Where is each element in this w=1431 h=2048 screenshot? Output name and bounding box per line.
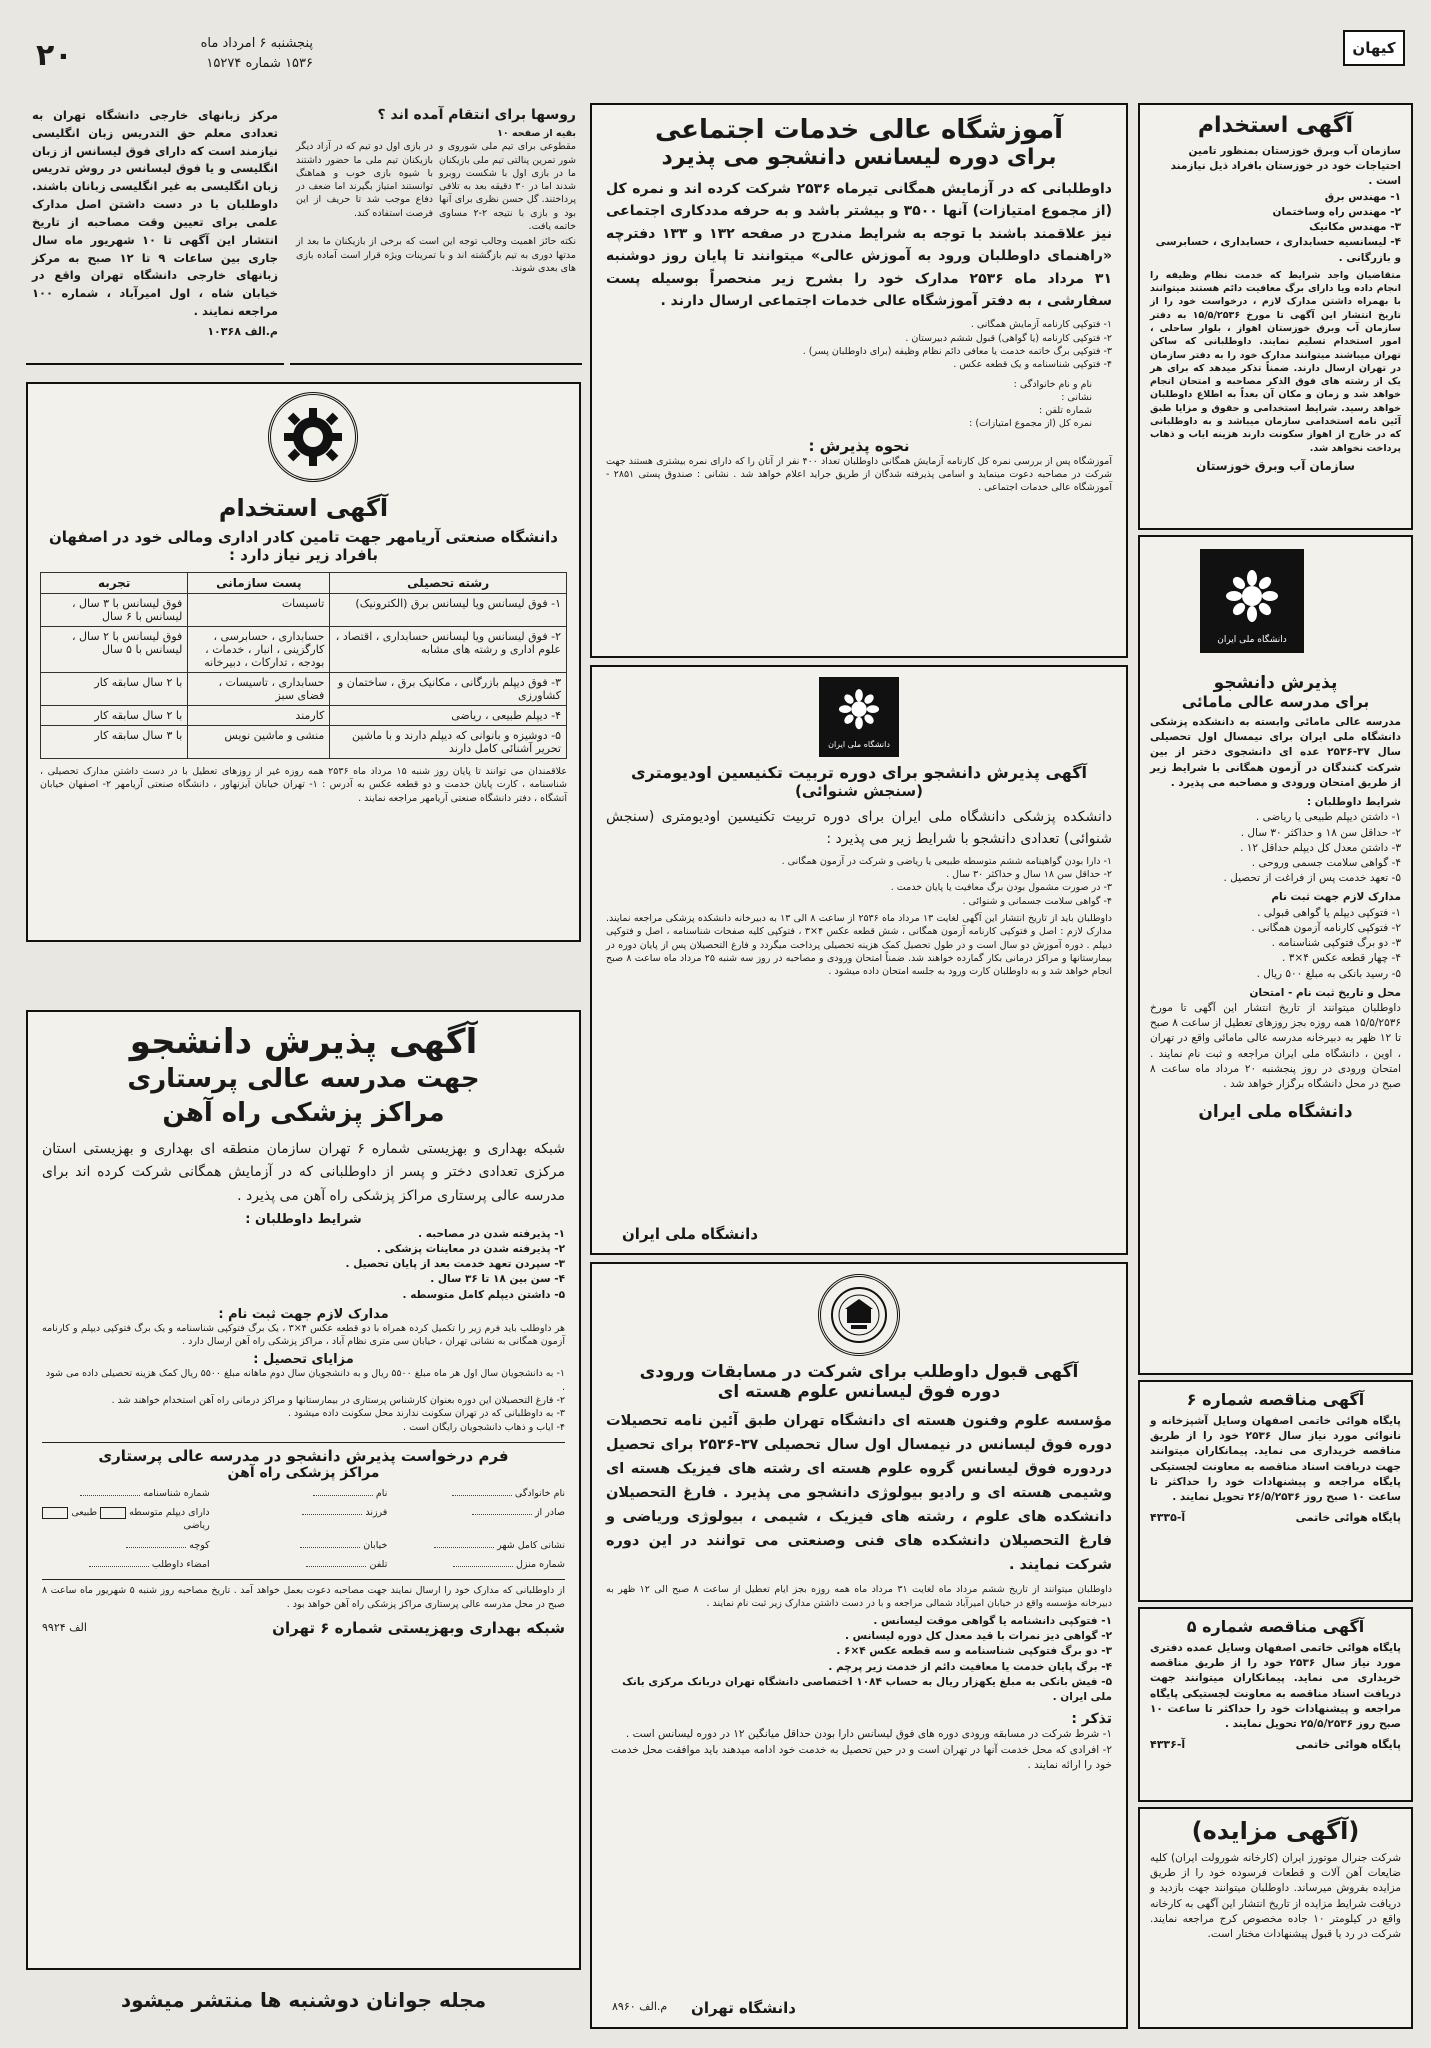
form-field-issued-at[interactable]: صادر از <box>397 1506 565 1533</box>
list-item: ۳- در صورت مشمول بودن برگ معافیت یا پایان خدمت . <box>890 882 1112 894</box>
ad-code: الف ۹۹۲۴ <box>42 1621 87 1635</box>
ad-intro: سازمان آب وبرق خوزستان بمنظور تامین احتیاجات خود در خوزستان بافراد ذیل نیازمند است . <box>1170 145 1401 188</box>
table-row <box>41 594 567 627</box>
section-heading: شرایط داوطلبان : <box>1306 796 1401 809</box>
ad-midwifery-admission <box>1138 535 1413 1375</box>
list-item: ۵- تعهد خدمت پس از فراغت از تحصیل . <box>1223 872 1401 885</box>
ad-intro: مدرسه عالی مامائی وابسته به دانشکده پزشکی دانشگاه ملی ایران برای نیمسال اول تحصیلی سال ۳۷-۲۵۳۶ عده ای دانشجوی دختر از بین شرکت کنندگان در آزمون همگانی با شرایط زیر از طریق امتحان ورودی و مصاحبه می پذیرد . <box>1150 716 1401 789</box>
ad-nuclear-science-admission <box>590 1262 1128 2029</box>
list-item: ۲- فتوکپی کارنامه آزمون همگانی . <box>1251 921 1401 934</box>
list-item: ۳- مهندس مکانیک <box>1309 221 1401 234</box>
list-item: ۱- فتوکپی دیپلم یا گواهی قبولی . <box>1257 906 1401 919</box>
list-item: ۲- فتوکپی کارنامه (یا گواهی) قبول ششم دبیرستان . <box>905 332 1112 344</box>
table-row <box>41 706 567 726</box>
issue-date: پنجشنبه ۶ امرداد ماه <box>200 36 313 51</box>
ad-note: از داوطلبانی که مدارک خود را ارسال نمایند جهت مصاحبه دعوت بعمل خواهد آمد . تاریخ مصاحبه روز شنبه ۵ شهریور ماه ساعت ۸ صبح در محل مدرسه عالی پرستاری مراکز پزشکی راه آهن خواهد بود . <box>42 1585 565 1610</box>
form-field-parent[interactable]: فرزند <box>220 1506 388 1533</box>
table-cell: ۲- فوق لیسانس ویا لیسانس حسابداری ، اقتصاد ، علوم اداری و رشته های مشابه <box>330 627 567 673</box>
aryamehr-logo <box>268 392 358 482</box>
ad-khuzestan-hiring <box>1138 103 1413 530</box>
ad-body: هر داوطلب باید فرم زیر را تکمیل کرده همراه با دو قطعه عکس ۴×۳ ، یک برگ فتوکپی شناسنامه و یک برگ فتوکپی دیپلم و کارنامه آزمون همگانی به نشانی تهران ، خیابان سی متری نظام آباد ، مراکز پزشکی راه آهن ارسال دارد . <box>42 1322 565 1348</box>
list-item: ۳- دو برگ فتوکپی شناسنامه و سه قطعه عکس ۴×۶ . <box>836 1645 1112 1658</box>
table-cell: کارمند <box>188 706 330 726</box>
paper-logo: کیهان <box>1343 30 1405 66</box>
form-field-alley[interactable]: کوچه <box>42 1539 210 1552</box>
table-cell: حسابداری ، تاسیسات ، فضای سبز <box>188 673 330 706</box>
form-field-first-name[interactable]: نام <box>220 1487 388 1500</box>
ad-intro: دانشگاه صنعتی آریامهر جهت تامین کادر اداری ومالی خود در اصفهان بافراد زیر نیاز دارد : <box>49 528 558 564</box>
column-header: رشته تحصیلی <box>330 573 567 594</box>
ad-aryamehr-hiring <box>26 382 581 942</box>
list-item: ۴- گواهی سلامت جسمانی و شنوائی . <box>962 895 1112 907</box>
ad-title: آگهی قبول داوطلب برای شرکت در مسابقات ورودی <box>639 1362 1079 1382</box>
ad-body: مرکز زبانهای خارجی دانشگاه تهران به تعدادی معلم حق التدریس زبان انگلیسی نیازمند است که دارای فوق لیسانس از زبان انگلیسی و یا فوق لیسانس در روش تدریس زبان انگلیسی به غیر انگلیسی زبانان باشند. داوطلبان با در دست داشتن اصل مدارک علمی برای تعیین وقت مصاحبه از تاریخ انتشار این آگهی تا ۱۰ شهریور ماه سال جاری بین ساعات ۹ تا ۱۲ صبح به مرکز زبانهای خارجی دانشگاه تهران واقع در خیابان شاه ، اول امیرآباد ، شماره ۱۰۰ مراجعه نمایند . <box>32 108 278 318</box>
ad-signature: شبکه بهداری وبهزیستی شماره ۶ تهران <box>272 1618 565 1637</box>
form-field-label: نمره کل (از مجموع امتیازات) : <box>969 418 1092 430</box>
section-heading: محل و تاریخ ثبت نام - امتحان <box>1249 986 1401 999</box>
ad-title: آگهی مناقصه شماره ۵ <box>1186 1617 1365 1636</box>
ad-title: آگهی مناقصه شماره ۶ <box>1186 1390 1365 1409</box>
ad-intro: شبکه بهداری و بهزیستی شماره ۶ تهران سازمان منطقه ای بهداری و بهزیستی استان مرکزی تعدادی دختر و پسر از داوطلبانی که در آزمایش همگانی شرکت کرده اند برای مدرسه عالی پرستاری مراکز پزشکی راه آهن می پذیرد . <box>42 1141 565 1204</box>
table-row <box>41 726 567 759</box>
table-cell: تاسیسات <box>188 594 330 627</box>
ad-title: آگهی استخدام <box>218 494 389 522</box>
list-item: ۲- حداقل سن ۱۸ سال و حداکثر ۳۰ سال . <box>946 869 1112 881</box>
section-heading: مدارک لازم جهت ثبت نام <box>1271 891 1401 904</box>
form-field-label: نشانی : <box>1061 391 1092 403</box>
ad-title: آگهی پذیرش دانشجو <box>129 1022 478 1062</box>
table-cell: با ۲ سال سابقه کار <box>41 673 188 706</box>
footer-banner-left: مجله جوانان دوشنبه ها منتشر میشود <box>120 1988 487 2012</box>
gear-emblem-icon <box>280 404 346 470</box>
list-item: ۵- رسید بانکی به مبلغ ۵۰۰ ریال . <box>1256 967 1401 980</box>
list-item: ۵- داشتن دیپلم کامل متوسطه . <box>402 1288 565 1301</box>
table-cell: فوق لیسانس با ۳ سال ، لیسانس با ۶ سال <box>41 594 188 627</box>
list-item: ۴- لیسانسیه حسابداری ، حسابداری ، حسابرسی و بازرگانی . <box>1155 236 1401 264</box>
page-number: ۲۰ <box>36 38 73 73</box>
positions-table <box>40 572 567 759</box>
column-header: تجربه <box>41 573 188 594</box>
ad-subtitle: برای مدرسه عالی مامائی <box>1181 693 1370 711</box>
ad-signature: پایگاه هوائی خاتمی <box>1295 1738 1401 1752</box>
seal-icon <box>829 1285 889 1345</box>
ad-signature: سازمان آب وبرق خوزستان <box>1196 458 1355 473</box>
ad-subtitle: (سنجش شنوائی) <box>794 782 924 800</box>
ad-subtitle: دوره فوق لیسانس علوم هسته ای <box>717 1382 1001 1402</box>
section-heading: تذکر : <box>1071 1711 1112 1728</box>
table-cell: منشی و ماشین نویس <box>188 726 330 759</box>
ad-body: پایگاه هوائی خاتمی اصفهان وسایل آشپزخانه و نانوائی مورد نیاز سال ۲۵۳۶ خود را از طریق مناقصه خریداری می نماید. پیمانکاران میتوانند جهت دریافت اسناد مناقصه به معاونت لجستیکی پایگاه مراجعه و پیشنهادات خود را حداکثر تا ساعت ۱۰ صبح روز ۲۶/۵/۲۵۳۶ تحویل نمایند . <box>1150 1415 1402 1504</box>
list-item: ۴- فتوکپی شناسنامه و یک قطعه عکس . <box>953 359 1112 371</box>
ad-signature: دانشگاه تهران <box>691 1999 796 2017</box>
ad-audiometry-admission <box>590 665 1128 1255</box>
ad-language-center <box>26 103 284 365</box>
form-field-label: نام و نام خانوادگی : <box>1013 378 1092 390</box>
ad-body: داوطلبان میتوانند از تاریخ ششم مرداد ماه لغایت ۳۱ مرداد ماه همه روزه بجز ایام تعطیل از ساعت ۸ صبح الی ۱۲ ظهر به دبیرخانه مؤسسه واقع در خیابان امیرآباد شمالی مراجعه و با در دست داشتن مدارک زیر ثبت نام نمایند . <box>606 1584 1112 1609</box>
ad-title: پذیرش دانشجو <box>1213 673 1338 693</box>
section-heading: مدارک لازم جهت ثبت نام : <box>218 1306 389 1322</box>
article-column: مقطوعی برای تیم ملی شوروی و شور تمرین پنالتی تیم ملی بازیکنان ما در بازی اول با شکست روبرو شدند اما در ۳۰ دقیقه بعد به تلافی پرداختند. گل حسن نظری برای آنها بود و بازی با نتیجه ۲-۲ مساوی خاتمه یافت. <box>439 141 577 233</box>
list-item: ۳- دو برگ فتوکپی شناسنامه . <box>1271 937 1401 950</box>
form-field-label: شماره تلفن : <box>1039 405 1092 417</box>
university-logo <box>819 677 899 757</box>
ad-body: شرکت جنرال موتورز ایران (کارخانه شورولت ایران) کلیه ضایعات آهن آلات و قطعات فرسوده خود را از طریق مزایده بفروش میرساند. داوطلبان میتوانند جهت بازدید و دریافت شرایط مزایده از تاریخ انتشار این آگهی به کارخانه واقع در کیلومتر ۱۰ جاده مخصوص کرج مراجعه نمایند. شرکت در رد یا قبول پیشنهادات مختار است. <box>1150 1852 1401 1941</box>
section-heading: مزایای تحصیل : <box>253 1352 354 1368</box>
list-item: ۱- به دانشجویان سال اول هر ماه مبلغ ۵۵۰۰ ریال و به دانشجویان سال دوم ماهانه مبلغ ۵۵۰۰ ریال کمک هزینه تحصیلی داده می شود . <box>45 1368 565 1393</box>
table-cell: فوق لیسانس با ۲ سال ، لیسانس با ۵ سال <box>41 627 188 673</box>
form-field-signature[interactable]: امضاء داوطلب <box>42 1558 210 1571</box>
table-cell: ۵- دوشیزه و بانوانی که دیپلم دارند و با ماشین تحریر آشنائی کامل دارند <box>330 726 567 759</box>
list-item: ۴- چهار قطعه عکس ۴×۳ . <box>1282 952 1401 965</box>
table-cell: ۴- دیپلم طبیعی ، ریاضی <box>330 706 567 726</box>
list-item: ۵- فیش بانکی به مبلغ یکهزار ریال به حساب ۱۰۸۴ اختصاصی دانشگاه تهران دربانک مرکزی بانک ملی ایران . <box>622 1675 1112 1704</box>
ad-signature: دانشگاه ملی ایران <box>1198 1102 1353 1123</box>
list-item: ۱- دارا بودن گواهینامه ششم متوسطه طبیعی یا ریاضی و شرکت در آزمون همگانی . <box>781 855 1112 867</box>
issue-number: ۱۵۳۶ شماره ۱۵۲۷۴ <box>206 56 313 71</box>
table-row <box>41 627 567 673</box>
ad-subtitle: جهت مدرسه عالی پرستاری <box>127 1063 480 1094</box>
logo-caption: دانشگاه ملی ایران <box>1217 635 1287 645</box>
table-cell: با ۲ سال سابقه کار <box>41 706 188 726</box>
article-column: در بازی اول دو تیم که در آزاد دیگر بازیکنان تیم ملی ما حضور داشتند با شیوه بازی خوب و هماهنگ توانستند امتیاز بگیرند اما ضعف در دفاع موجب شد تا حریف از این فرصت استفاده کند. <box>296 141 433 219</box>
university-of-tehran-seal <box>818 1274 900 1356</box>
article-continued: بقیه از صفحه ۱۰ <box>497 128 576 139</box>
form-field-street[interactable]: خیابان <box>220 1539 388 1552</box>
ad-signature: دانشگاه ملی ایران <box>622 1225 759 1243</box>
table-cell: ۱- فوق لیسانس ویا لیسانس برق (الکترونیک) <box>330 594 567 627</box>
list-item: ۱- فتوکپی دانشنامه یا گواهی موقت لیسانس . <box>873 1615 1112 1628</box>
logo-caption: دانشگاه ملی ایران <box>828 739 890 749</box>
form-field-last-name[interactable]: نام خانوادگی <box>397 1487 565 1500</box>
list-item: ۴- ایاب و ذهاب دانشجویان رایگان است . <box>403 1421 565 1433</box>
section-heading: نحوه پذیرش : <box>808 436 910 455</box>
ad-intro: داوطلبانی که در آزمایش همگانی تیرماه ۲۵۳۶ شرکت کرده اند و نمره کل (از مجموع امتیازات) آنها ۳۵۰۰ و بیشتر باشد و به حرفه مددکاری اجتماعی نیز علاقمند باشند با توجه به شرایط مندرج در صفحه ۱۳۲ و ۱۳۳ دفترچه «راهنمای داوطلبان ورود به آموزش عالی» میتوانند تا پایان روز دوشنبه ۳۱ مرداد ماه ۲۵۳۶ مدارک خود را بشرح زیر منحصراً بوسیله پست سفارشی ، به دفتر آموزشگاه عالی خدمات اجتماعی ارسال دارند . <box>606 181 1113 309</box>
list-item: ۴- گواهی سلامت جسمی وروحی . <box>1251 856 1401 869</box>
table-row <box>41 673 567 706</box>
form-field-house-no[interactable]: شماره منزل <box>397 1558 565 1571</box>
ad-body: داوطلبان میتوانند از تاریخ انتشار این آگهی تا مورخ ۱۵/۵/۲۵۳۶ همه روزه بجز روزهای تعطیل از ساعت ۸ صبح تا ۱۲ ظهر به دبیرخانه مدرسه عالی مامائی واقع در تهران ، اوین ، دانشگاه ملی ایران مراجعه و ثبت نام نمایند . امتحان ورودی در روز پنجشنبه ۲۰ مرداد ماه ساعت ۸ صبح در محل دانشگاه برگزار خواهد شد . <box>1150 1001 1401 1091</box>
list-item: ۲- افرادی که محل خدمت آنها در تهران است و در حین تحصیل به خدمت خود ادامه میدهند باید موافقت محل خدمت خود را ارائه نمایند . <box>610 1743 1112 1771</box>
ad-title: آگهی استخدام <box>1197 113 1354 138</box>
list-item: ۳- داشتن معدل کل دیپلم حداقل ۱۲ . <box>1240 841 1401 854</box>
list-item: ۱- فتوکپی کارنامه آزمایش همگانی . <box>970 319 1112 331</box>
ad-title: (آگهی مزایده) <box>1191 1817 1360 1845</box>
checkbox-natural[interactable] <box>100 1507 126 1519</box>
news-article-russia <box>290 103 582 365</box>
form-field-diploma[interactable]: دارای دیپلم متوسطه طبیعی ریاضی <box>42 1506 210 1533</box>
list-item: ۳- فتوکپی برگ خاتمه خدمت یا معافی دائم نظام وظیفه (برای داوطلبان پسر) . <box>802 345 1112 357</box>
table-cell: با ۳ سال سابقه کار <box>41 726 188 759</box>
ad-subtitle: مراکز پزشکی راه آهن <box>162 1097 445 1128</box>
list-item: ۲- حداقل سن ۱۸ و حداکثر ۳۰ سال . <box>1240 826 1401 839</box>
ad-body: علاقمندان می توانند تا پایان روز شنبه ۱۵ مرداد ماه ۲۵۳۶ همه روزه غیر از روزهای تعطیل با در دست داشتن مدارک تحصیلی ، شناسنامه ، کارت پایان خدمت و دو قطعه عکس به آدرس : ۱- تهران خیابان آیزنهاور ، دانشگاه صنعتی آریامهر ۲- اصفهان خیابان آتشگاه ، دفتر دانشگاه صنعتی آریامهر مراجعه نمایند . <box>40 766 568 804</box>
masthead <box>18 26 1413 92</box>
ad-tender-6 <box>1138 1380 1413 1602</box>
ad-body: پایگاه هوائی خاتمی اصفهان وسایل عمده دفتری مورد نیاز سال ۲۵۳۶ خود را از طریق مناقصه خریداری می نماید. پیمانکاران میتوانند جهت دریافت اسناد مناقصه به معاونت لجستیکی پایگاه مراجعه و پیشنهادات خود را حداکثر تا ساعت ۱۰ صبح روز ۲۵/۵/۲۵۳۶ تحویل نمایند . <box>1150 1642 1401 1731</box>
list-item: ۳- سپردن تعهد خدمت بعد از پایان تحصیل . <box>345 1258 565 1271</box>
ad-code: م.الف ۸۹۶۰ <box>612 2000 668 2013</box>
ad-title: آگهی پذیرش دانشجو برای دوره تربیت تکنیسین اودیومتری <box>630 763 1088 782</box>
flower-emblem-icon <box>1217 566 1287 636</box>
table-cell: ۳- فوق دیپلم بازرگانی ، مکانیک برق ، ساختمان و کشاورزی <box>330 673 567 706</box>
flower-emblem-icon <box>832 686 886 740</box>
list-item: ۳- به داوطلبانی که در تهران سکونت ندارند محل سکونت داده میشود . <box>287 1408 565 1420</box>
checkbox-math[interactable] <box>42 1507 68 1519</box>
ad-social-services <box>590 103 1128 658</box>
ad-code: آ-۴۳۳۶ <box>1150 1738 1186 1752</box>
list-item: ۴- برگ پایان خدمت یا معافیت دائم از خدمت زیر پرچم . <box>828 1660 1112 1673</box>
ad-tender-5 <box>1138 1607 1413 1802</box>
form-title: فرم درخواست پذیرش دانشجو در مدرسه عالی پرستاری <box>98 1446 509 1465</box>
ad-subtitle: برای دوره لیسانس دانشجو می پذیرد <box>661 145 1057 170</box>
ad-body: داوطلبان باید از تاریخ انتشار این آگهی لغایت ۱۳ مرداد ماه ۲۵۳۶ از ساعت ۸ الی ۱۳ به دبیرخانه دانشکده پزشکی مراجعه نمایند. مدارک لازم : اصل و فتوکپی کارنامه آزمون همگانی ، شش قطعه عکس ۴×۳ ، فتوکپی کلیه صفحات شناسنامه ، اصل و فتوکپی دیپلم . دوره آموزش دو سال است و در طول تحصیل کمک هزینه تحصیلی پرداخت میگردد و فارغ التحصیلان پس از پایان دوره در بیمارستانها و مراکز درمانی بکار گمارده خواهند شد. ضمناً امتحان ورودی و مصاحبه در روز سه شنبه ۲۵ مرداد ماه ساعت ۸ صبح انجام خواهد شد و به داوطلبان کارت ورود به جلسه امتحان داده میشود . <box>606 912 1113 978</box>
list-item: ۱- مهندس برق <box>1324 190 1401 203</box>
section-heading: شرایط داوطلبان : <box>245 1211 362 1227</box>
column-header: پست سازمانی <box>188 573 330 594</box>
form-field-id-number[interactable]: شماره شناسنامه <box>42 1487 210 1500</box>
list-item: ۴- سن بین ۱۸ تا ۳۶ سال . <box>430 1273 565 1286</box>
application-form <box>42 1487 565 1571</box>
table-cell: حسابداری ، حسابرسی ، کارگزینی ، انبار ، خدمات ، بودجه ، تدارکات ، دبیرخانه <box>188 627 330 673</box>
list-item: ۱- شرط شرکت در مسابقه ورودی دوره های فوق لیسانس دارا بودن حداقل میانگین ۱۲ در دوره لیسانس است . <box>625 1728 1112 1741</box>
list-item: ۲- فارغ التحصیلان این دوره بعنوان کارشناس پرستاری در بیمارستانها و مراکز درمانی راه آهن استخدام خواهند شد . <box>111 1394 565 1406</box>
list-item: ۲- گواهی دیز نمرات با قید معدل کل دوره لیسانس . <box>844 1630 1112 1643</box>
ad-body: متقاضیان واجد شرایط که خدمت نظام وظیفه را انجام داده ویا دارای برگ معافیت دائم هستند میتوانند با بهمراه داشتن مدارک لازم ، درخواست خود را از تاریخ انتشار این آگهی تا مورخ ۱۵/۵/۲۵۳۶ به دفتر سازمان آب وبرق خوزستان اهواز ، بلوار ساحلی ، امور استخدام تسلیم نمایند. داوطلبانی که ساکن تهران میباشند میتوانند مدارک خود را به دفتر سازمان در تهران ارسال دارند. ضمناً تذکر میدهد که برای هر یک از رشته های فوق الذکر مصاحبه و امتحان انجام خواهد شد و زمان و مکان آن بعداً به اطلاع داوطلبان خواهد رسید. شرایط استخدامی و حقوق و مزایا طبق آئین نامه استخدامی سازمان میباشد و به داوطلبانی که در خارج از اهواز سکونت دارند هزینه ایاب و ذهاب پرداخت نخواهد شد. <box>1150 269 1402 454</box>
list-item: ۱- داشتن دیپلم طبیعی یا ریاضی . <box>1255 811 1401 824</box>
ad-title: آموزشگاه عالی خدمات اجتماعی <box>654 115 1064 145</box>
ad-intro: مؤسسه علوم وفنون هسته ای دانشگاه تهران طبق آئین نامه تحصیلات دوره فوق لیسانس در نیمسال اول سال تحصیلی ۳۷-۲۵۳۶ برای تحصیل دردوره فوق لیسانس گروه علوم هسته ای رشته های فیزیک هسته ای وشیمی هسته ای و رادیو بیولوژی دانشجو می پذیرد . فارغ التحصیلان دانشکده های علوم ، رشته های فیزیک ، شیمی ، بیولوژی وریاضی و فارغ التحصیلان دانشکده های فنی وصنعتی می توانند در این دوره شرکت نمایند . <box>606 1413 1112 1573</box>
ad-auction <box>1138 1807 1413 2029</box>
list-item: ۲- مهندس راه وساختمان <box>1272 205 1401 218</box>
form-field-phone[interactable]: تلفن <box>220 1558 388 1571</box>
form-subtitle: مراکز پزشکی راه آهن <box>227 1464 380 1481</box>
ad-code: م.الف ۱۰۳۶۸ <box>207 324 278 338</box>
ad-code: آ-۴۳۳۵ <box>1150 1511 1186 1525</box>
list-item: ۱- پذیرفته شدن در مصاحبه . <box>418 1227 565 1240</box>
ad-signature: پایگاه هوائی خاتمی <box>1295 1511 1401 1525</box>
article-title: روسها برای انتقام آمده اند ؟ <box>377 107 576 123</box>
article-column: نکته حائز اهمیت وجالب توجه این است که برخی از بازیکنان ما بعد از مدتها دوری به تیم بازگشته اند و با تمرینات ویژه قرار است آماده بازی های بعدی شوند. <box>296 236 576 274</box>
list-item: ۲- پذیرفته شدن در معاینات پزشکی . <box>376 1242 565 1255</box>
ad-nursing-admission <box>26 1010 581 1970</box>
ad-body: آموزشگاه پس از بررسی نمره کل کارنامه آزمایش همگانی داوطلبان تعداد ۴۰۰ نفر از آنان را که دارای نمره بیشتری هستند جهت شرکت در مصاحبه دعوت مینماید و اسامی پذیرفته شدگان از طریق جراید اعلام خواهد شد . نشانی : صندوق پستی ۲۸۵۱ - آموزشگاه عالی خدمات اجتماعی . <box>606 455 1112 494</box>
form-field-city[interactable]: نشانی کامل شهر <box>397 1539 565 1552</box>
ad-intro: دانشکده پزشکی دانشگاه ملی ایران برای دوره تربیت تکنیسین اودیومتری (سنجش شنوائی) تعدادی دانشجو با شرایط زیر می پذیرد : <box>606 809 1112 848</box>
